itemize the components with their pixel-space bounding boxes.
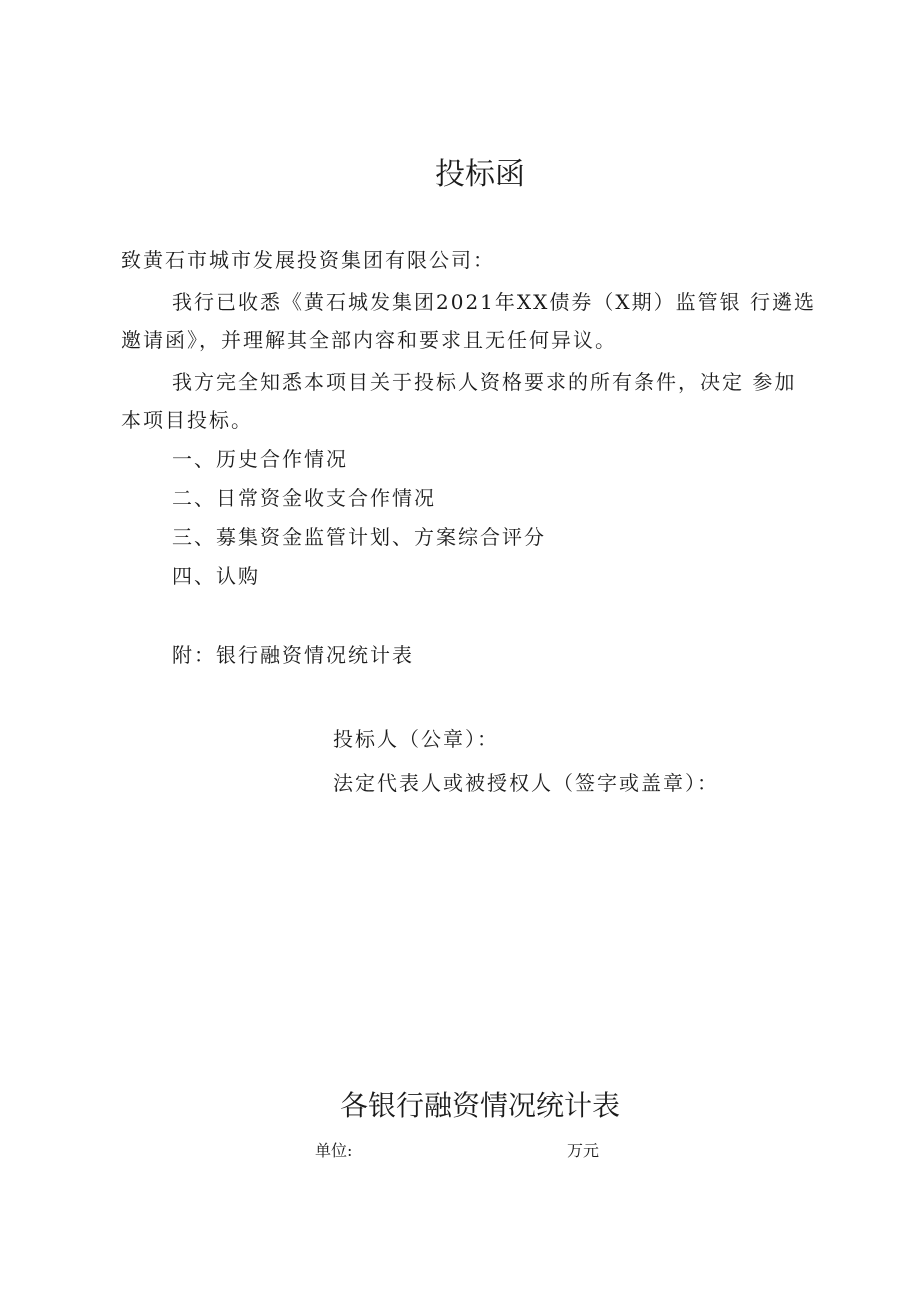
paragraph-2-line-2: 本项目投标。 — [121, 408, 253, 432]
statistics-table-title: 各银行融资情况统计表 — [339, 1089, 620, 1122]
unit-label: 单位: — [315, 1141, 353, 1160]
unit-value: 万元 — [567, 1141, 600, 1160]
list-item: 三、募集资金监管计划、方案综合评分 — [172, 525, 546, 549]
paragraph-1-line-2: 邀请函》，并理解其全部内容和要求且无任何异议。 — [121, 328, 617, 352]
letter-title: 投标函 — [435, 157, 525, 192]
representative-signature-line: 法定代表人或被授权人（签字或盖章）： — [333, 771, 719, 795]
addressee: 致黄石市城市发展投资集团有限公司： — [121, 248, 495, 272]
paragraph-2-line-1: 我方完全知悉本项目关于投标人资格要求的所有条件，决定 参加 — [172, 370, 797, 394]
list-item: 一、历史合作情况 — [172, 447, 348, 471]
paragraph-1-line-1: 我行已收悉《黄石城发集团2021年XX债券（X期）监管银 行遴选 — [172, 290, 816, 314]
bidder-seal-line: 投标人（公章）： — [333, 727, 499, 751]
attachment-note: 附：银行融资情况统计表 — [172, 643, 414, 667]
list-item: 二、日常资金收支合作情况 — [172, 486, 436, 510]
list-item: 四、认购 — [172, 564, 260, 588]
